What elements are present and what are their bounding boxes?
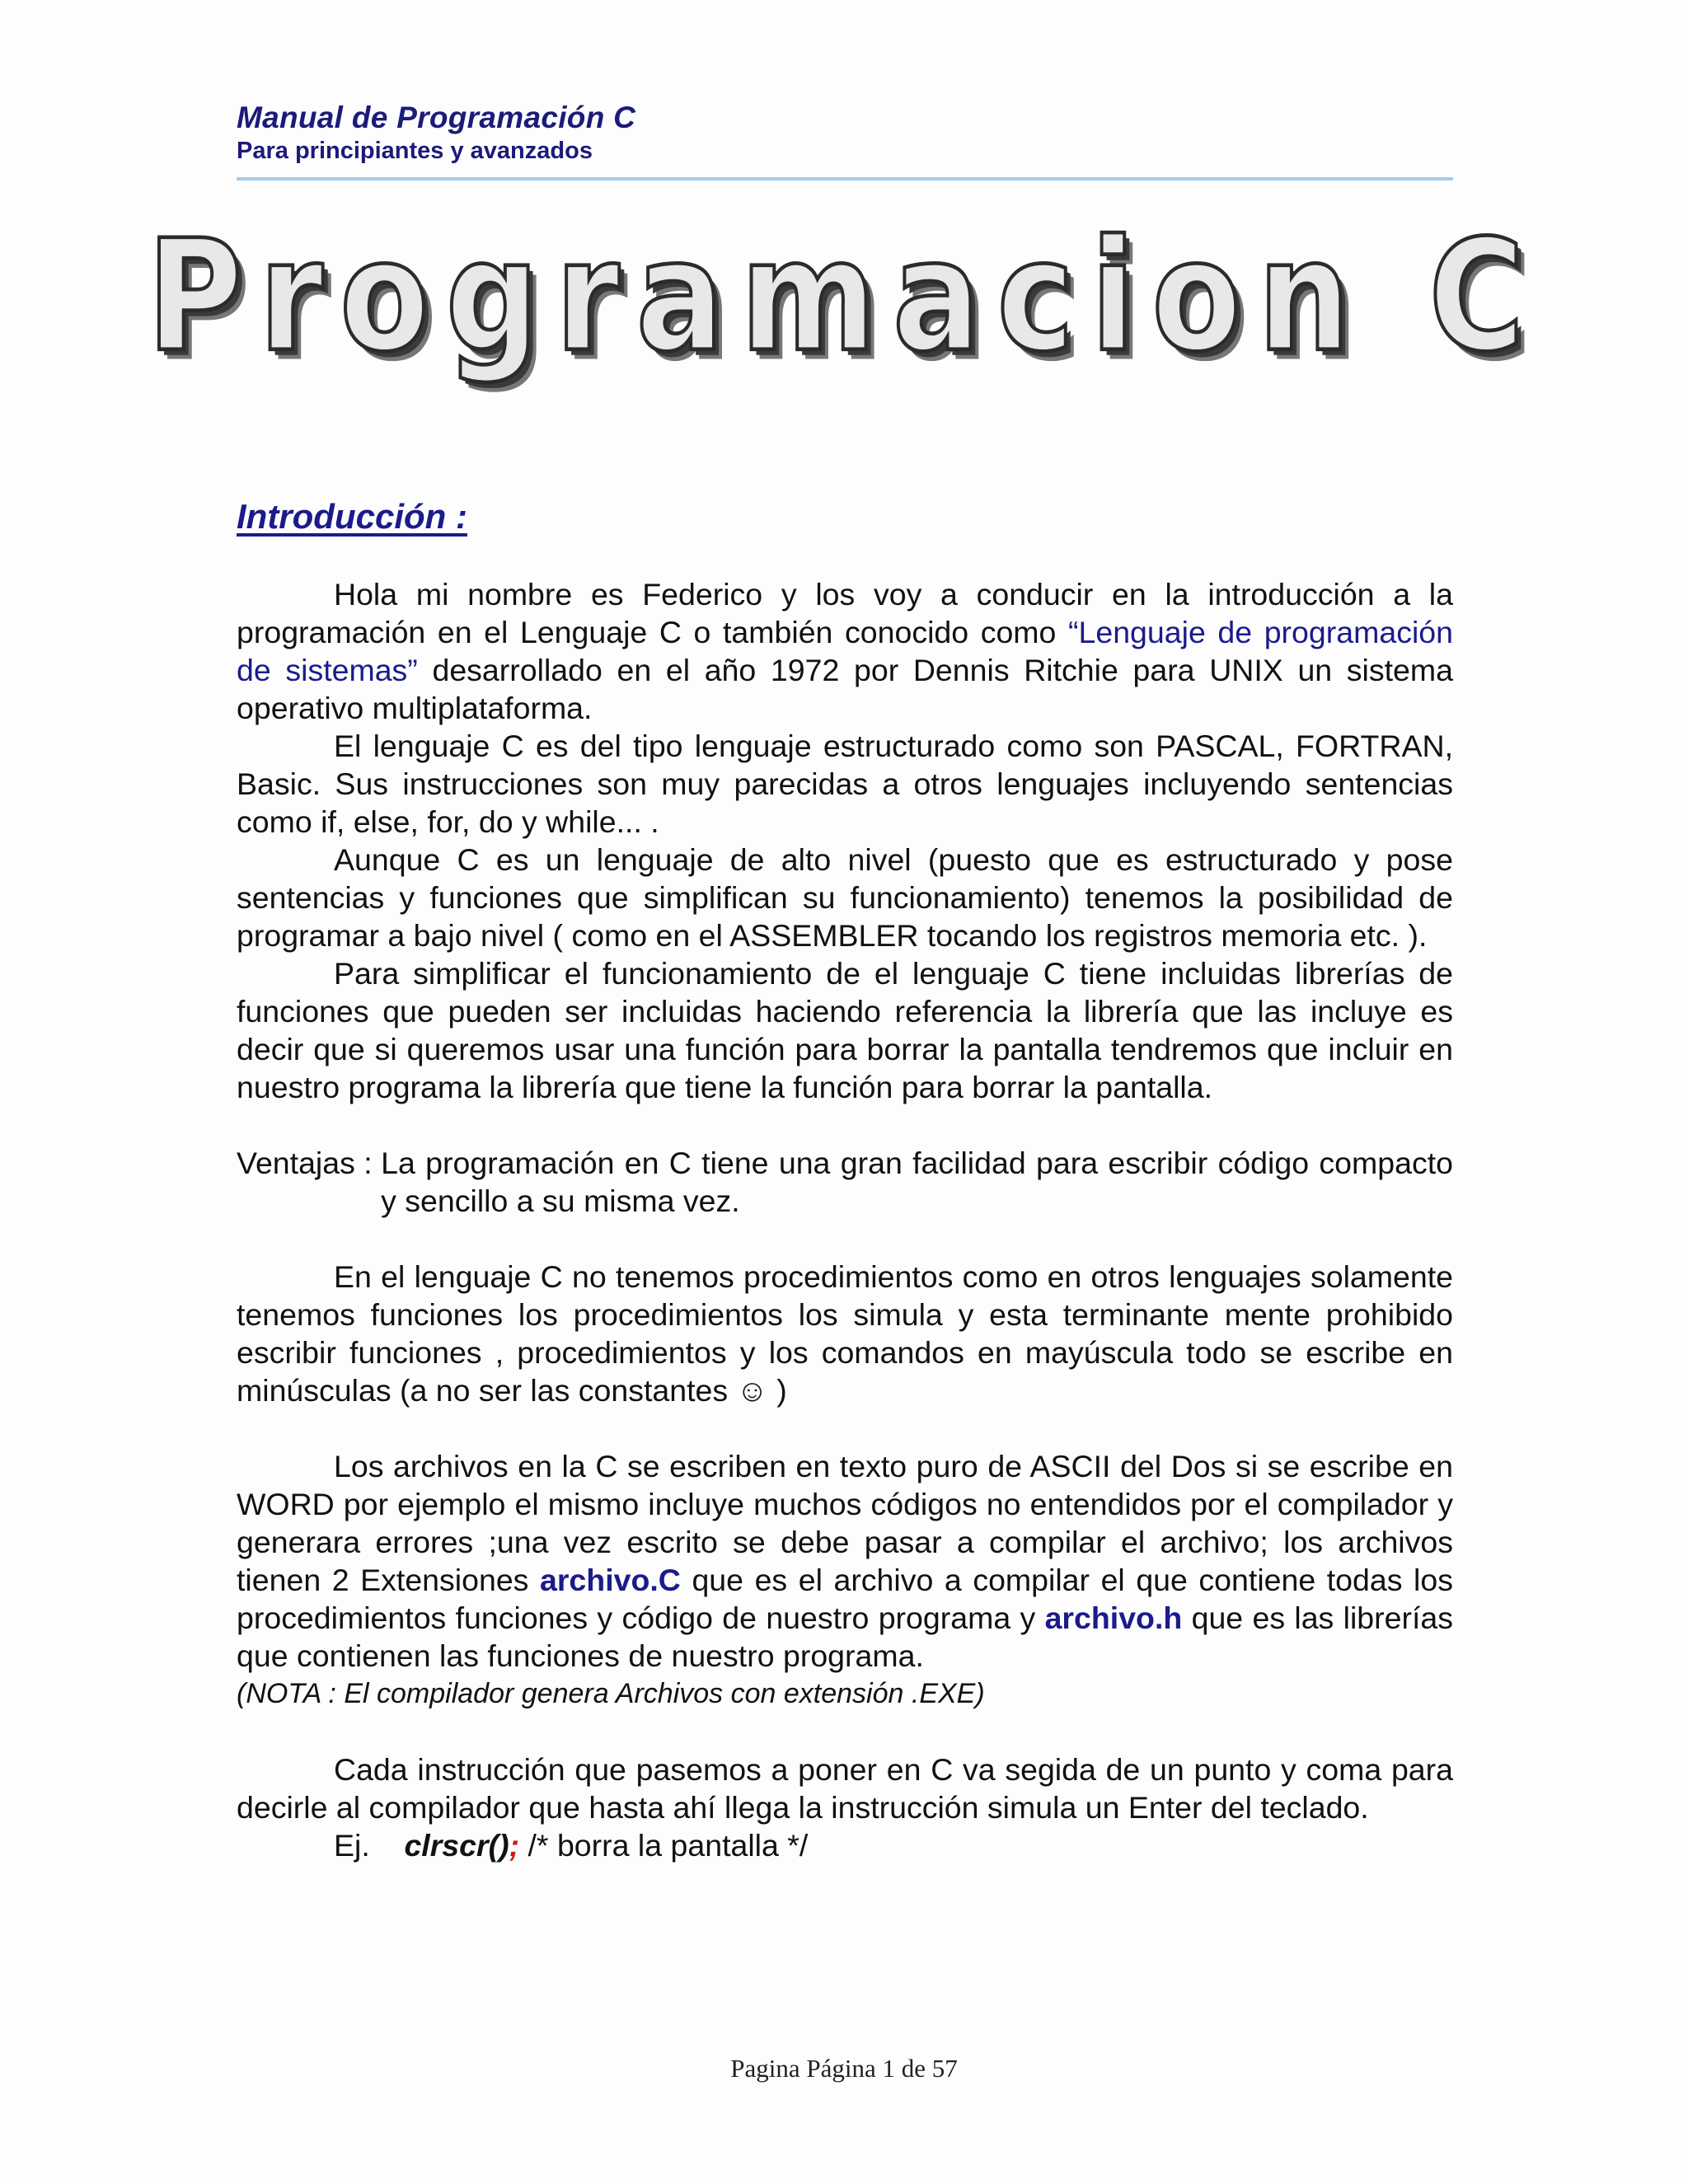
paragraph-high-level: Aunque C es un lenguaje de alto nivel (puesto que es estructurado y pose sentencias y funciones que simplifican su funcionamiento) tenemos la posibilidad de programar a bajo nivel ( como en el ASSEMBLER tocando los registros memoria etc. ).: [237, 842, 1453, 953]
header-title: Manual de Programación C: [237, 101, 636, 134]
example-code: clrscr(): [404, 1828, 509, 1863]
document-body: [237, 575, 1453, 1864]
ventajas-label: Ventajas :: [237, 1146, 382, 1180]
example-comment: /* borra la pantalla */: [519, 1828, 809, 1863]
example-line: [237, 1826, 1453, 1864]
file-h-name: archivo.h: [1044, 1601, 1183, 1635]
big-title: [0, 207, 1688, 412]
ventajas-block: [237, 1144, 1453, 1220]
paragraph-libraries: Para simplificar el funcionamiento de el lenguaje C tiene incluidas librerías de funciones que pueden ser incluidas haciendo referencia la librería que las incluye es decir que si queremos usar una función para borrar la pantalla tendremos que incluir en nuestro programa la librería que tiene la función para borrar la pantalla.: [237, 956, 1453, 1104]
paragraph-files-text-end: que es las librerías que contienen las funciones de nuestro programa.: [237, 1601, 1453, 1673]
big-title-text: Programacion C: [147, 207, 1541, 387]
section-heading: Introducción :: [237, 497, 467, 536]
ventajas-text: La programación en C tiene una gran facilidad para escribir código compacto y sencillo a su misma vez.: [381, 1146, 1453, 1218]
language-nickname: “Lenguaje de programación de sistemas”: [237, 615, 1453, 687]
page-footer: Pagina Página 1 de 57: [730, 2054, 958, 2083]
file-c-name: archivo.C: [539, 1563, 681, 1597]
paragraph-files: [237, 1447, 1453, 1675]
paragraph-intro-text: Hola mi nombre es Federico y los voy a conducir en la introducción a la programación en el Lenguaje C o también conocido como: [237, 577, 1453, 649]
paragraph-files-text: Los archivos en la C se escriben en texto puro de ASCII del Dos si se escribe en WORD por ejemplo el mismo incluye muchos códigos no entendidos por el compilador y generara errores ;una vez escrito se debe pasar a compilar el archivo; los archivos tienen 2 Extensiones: [237, 1449, 1453, 1597]
paragraph-intro-text-end: desarrollado en el año 1972 por Dennis Ritchie para UNIX un sistema operativo multiplataforma.: [237, 653, 1453, 725]
example-label: Ej.: [334, 1828, 405, 1863]
paragraph-semicolon: Cada instrucción que pasemos a poner en C va segida de un punto y coma para decirle al compilador que hasta ahí llega la instrucción simula un Enter del teclado.: [237, 1752, 1453, 1825]
header-subtitle: Para principiantes y avanzados: [237, 138, 593, 164]
example-semicolon: ;: [509, 1828, 520, 1863]
paragraph-intro: [237, 575, 1453, 727]
paragraph-functions: En el lenguaje C no tenemos procedimientos como en otros lenguajes solamente tenemos funciones los procedimientos los simula y esta terminante mente prohibido escribir funciones , procedimientos y los comandos en mayúscula todo se escribe en minúsculas (a no ser las constantes ☺ ): [237, 1259, 1453, 1408]
paragraph-structured: El lenguaje C es del tipo lenguaje estructurado como son PASCAL, FORTRAN, Basic. Sus instrucciones son muy parecidas a otros lenguajes incluyendo sentencias como if, else, for, do y while... .: [237, 729, 1453, 839]
page-header: [237, 101, 1453, 165]
paragraph-files-text-mid: que es el archivo a compilar el que contiene todas los procedimientos funciones y código de nuestro programa y: [237, 1563, 1453, 1635]
nota-text: (NOTA : El compilador genera Archivos con extensión .EXE): [237, 1678, 985, 1709]
header-rule: [237, 177, 1453, 180]
